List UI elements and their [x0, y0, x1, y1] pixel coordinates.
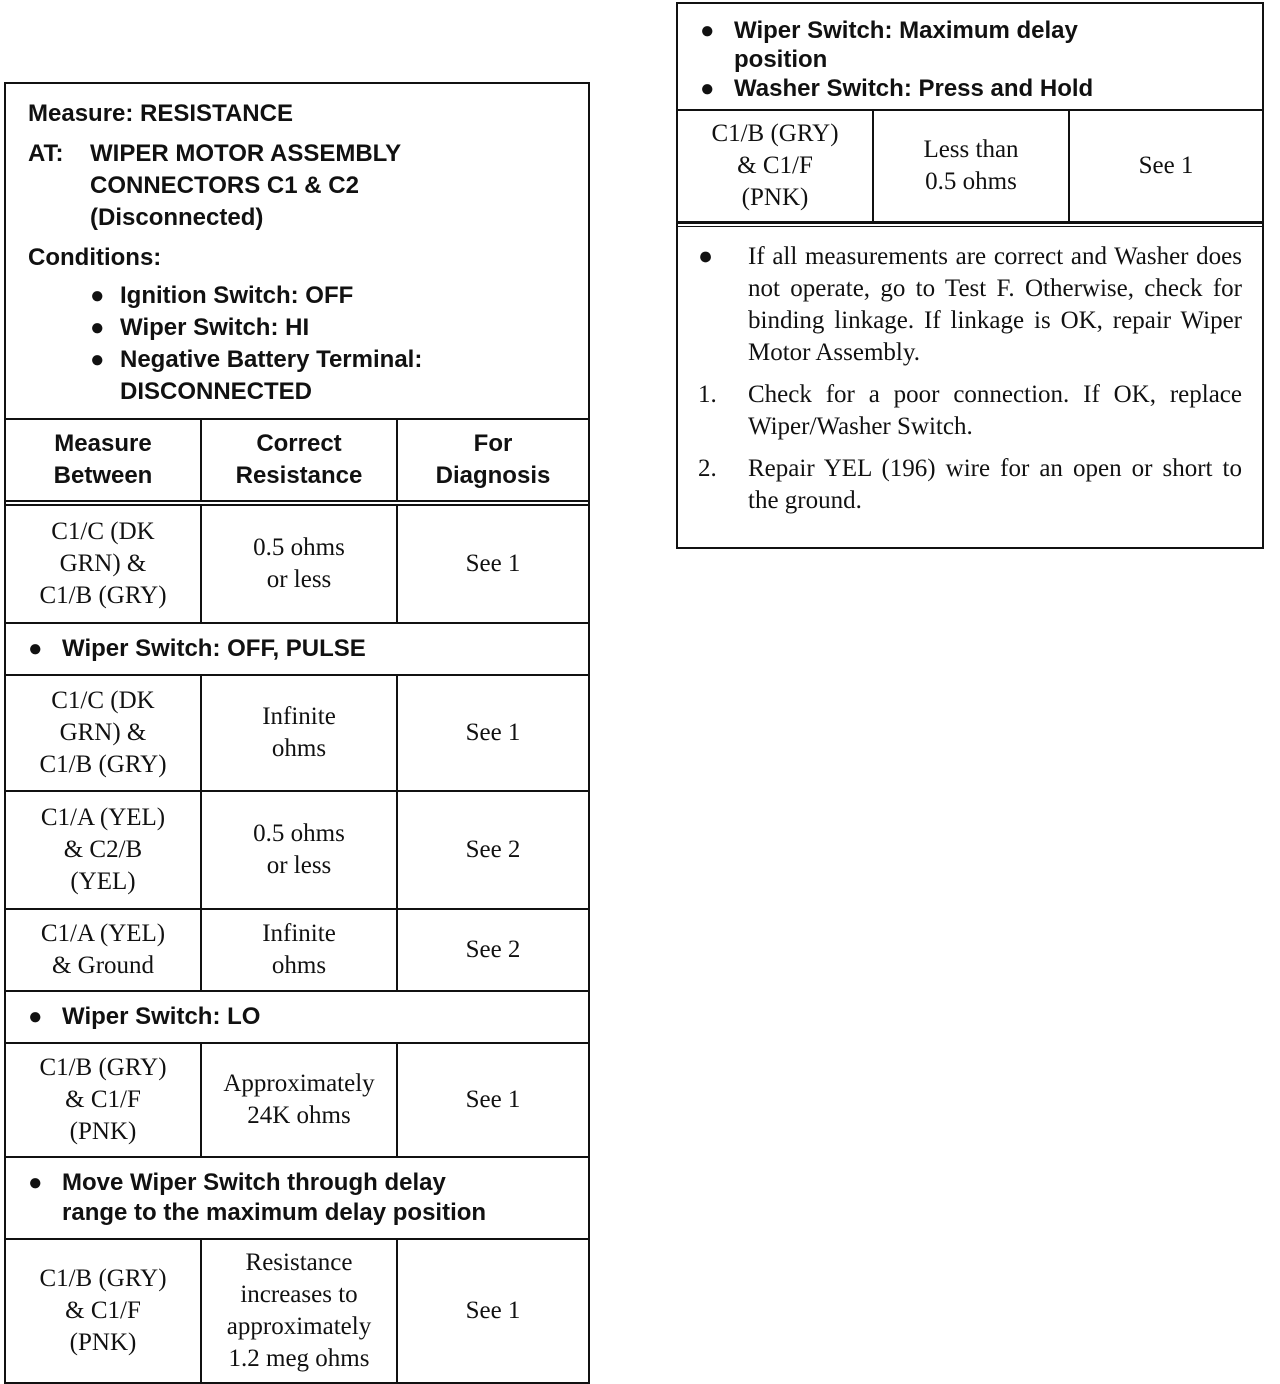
at-label: AT:	[28, 140, 64, 167]
bullet-icon: ●	[28, 1003, 43, 1030]
at-text	[90, 138, 401, 234]
bullet-icon: ●	[698, 243, 714, 270]
right-test-table	[676, 2, 1264, 549]
bullet-icon: ●	[28, 1169, 43, 1196]
col-for-diagnosis: For Diagnosis	[435, 430, 551, 489]
resistance-cell: Resistance increases to approximately 1.2 meg ohms	[202, 1240, 398, 1382]
table-row	[6, 676, 588, 792]
numbered-note	[698, 379, 1242, 443]
diagnosis-cell: See 1	[465, 719, 521, 746]
condition-row: ● Move Wiper Switch through delay range to the maximum delay position	[6, 1158, 588, 1240]
condition-item: ● Ignition Switch: OFF	[28, 280, 566, 312]
diagnosis-cell: See 2	[465, 836, 521, 863]
note-text: If all measurements are correct and Washer does not operate, go to Test F. Otherwise, check for binding linkage. If linkage is OK, repair Wiper Motor Assembly.	[748, 243, 1242, 366]
test-header	[6, 84, 588, 420]
measure-between-cell: C1/B (GRY) & C1/F (PNK)	[6, 1240, 202, 1382]
at-block	[28, 138, 566, 234]
resistance-cell: Less than 0.5 ohms	[874, 111, 1070, 221]
condition-row: ● Wiper Switch: LO	[6, 992, 588, 1044]
bullet-icon: ●	[700, 17, 715, 44]
note-number: 1.	[698, 381, 717, 408]
numbered-note	[698, 453, 1242, 517]
measure-between-cell: C1/B (GRY) & C1/F (PNK)	[6, 1044, 202, 1156]
resistance-cell: Approximately 24K ohms	[202, 1044, 398, 1156]
diagnosis-cell: See 1	[465, 1297, 521, 1324]
note-number: 2.	[698, 455, 717, 482]
condition-row: ● Wiper Switch: Maximum delay position ● Washer Switch: Press and Hold	[678, 4, 1262, 111]
table-row	[6, 1044, 588, 1158]
condition-item: ● Negative Battery Terminal: DISCONNECTED	[90, 346, 423, 405]
at-line: WIPER MOTOR ASSEMBLY	[90, 140, 402, 167]
column-header-row	[6, 420, 588, 506]
conditions-label: Conditions:	[28, 244, 162, 271]
condition-row: ● Wiper Switch: OFF, PULSE	[6, 624, 588, 676]
left-test-table	[4, 82, 590, 1384]
bullet-icon: ●	[90, 346, 105, 373]
diagnosis-cell: See 1	[1138, 152, 1194, 179]
table-row	[678, 111, 1262, 223]
bullet-icon: ●	[700, 75, 715, 102]
measure-line: Measure: RESISTANCE	[28, 100, 293, 127]
measure-between-cell: C1/A (YEL) & Ground	[6, 910, 202, 990]
resistance-cell: 0.5 ohms or less	[202, 792, 398, 908]
table-row	[6, 1240, 588, 1382]
note-text: Check for a poor connection. If OK, replace Wiper/Washer Switch.	[748, 381, 1242, 440]
measure-between-cell: C1/A (YEL) & C2/B (YEL)	[6, 792, 202, 908]
at-line: CONNECTORS C1 & C2	[90, 172, 359, 199]
col-measure-between: Measure Between	[6, 420, 202, 500]
conditions-list	[28, 280, 566, 408]
measure-between-cell: C1/C (DK GRN) & C1/B (GRY)	[6, 676, 202, 790]
resistance-cell: Infinite ohms	[202, 676, 398, 790]
resistance-cell: 0.5 ohms or less	[202, 506, 398, 622]
notes-section	[678, 223, 1262, 547]
condition-item: ● Wiper Switch: HI	[28, 312, 566, 344]
note-text: Repair YEL (196) wire for an open or short to the ground.	[748, 455, 1242, 514]
measure-between-cell: C1/B (GRY) & C1/F (PNK)	[678, 111, 874, 221]
diagnosis-cell: See 1	[465, 1086, 521, 1113]
table-row	[6, 792, 588, 910]
table-row	[6, 506, 588, 624]
bullet-note	[698, 241, 1242, 369]
bullet-icon: ●	[28, 635, 43, 662]
measure-between-cell: C1/C (DK GRN) & C1/B (GRY)	[6, 506, 202, 622]
bullet-icon: ●	[90, 282, 105, 309]
at-line: (Disconnected)	[90, 204, 264, 231]
bullet-icon: ●	[90, 314, 105, 341]
table-row	[6, 910, 588, 992]
diagnosis-cell: See 2	[465, 936, 521, 963]
col-correct-resistance: Correct Resistance	[202, 420, 398, 500]
resistance-cell: Infinite ohms	[202, 910, 398, 990]
diagnosis-cell: See 1	[465, 550, 521, 577]
